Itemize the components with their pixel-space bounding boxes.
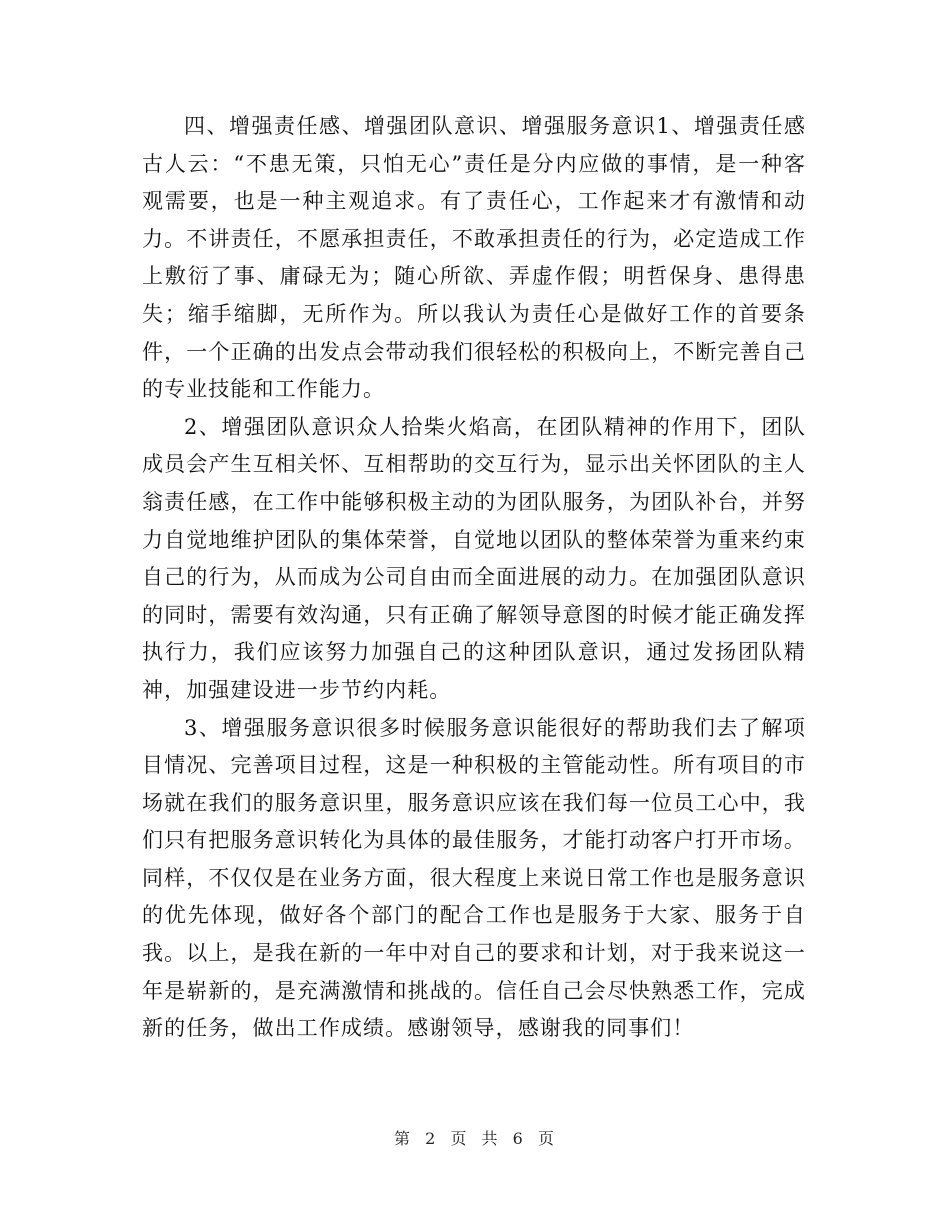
footer-label-total: 共: [481, 1129, 500, 1148]
footer-label-unit-end: 页: [537, 1129, 556, 1148]
footer-current-page: 2: [425, 1129, 438, 1148]
page-footer: [0, 1126, 950, 1149]
footer-total-pages: 6: [512, 1129, 525, 1148]
paragraph-team-awareness: 2、增强团队意识众人拾柴火焰高，在团队精神的作用下，团队成员会产生互相关怀、互相帮助的交互行为，显示出关怀团队的主人翁责任感，在工作中能够积极主动的为团队服务，为团队补台，并努力自觉地维护团队的集体荣誉，自觉地以团队的整体荣誉为重来约束自己的行为，从而成为公司自由而全面进展的动力。在加强团队意识的同时，需要有效沟通，只有正确了解领导意图的时候才能正确发挥执行力，我们应该努力加强自己的这种团队意识，通过发扬团队精神，加强建设进一步节约内耗。: [142, 414, 806, 702]
footer-label-unit: 页: [450, 1129, 469, 1148]
paragraph-responsibility: 四、增强责任感、增强团队意识、增强服务意识1、增强责任感古人云：“不患无策，只怕无心”责任是分内应做的事情，是一种客观需要，也是一种主观追求。有了责任心，工作起来才有激情和动力。不讲责任，不愿承担责任，不敢承担责任的行为，必定造成工作上敷衍了事、庸碌无为；随心所欲、弄虚作假；明哲保身、患得患失；缩手缩脚，无所作为。所以我认为责任心是做好工作的首要条件，一个正确的出发点会带动我们很轻松的积极向上，不断完善自己的专业技能和工作能力。: [142, 114, 806, 402]
document-body: [142, 108, 806, 1048]
footer-label-page: 第: [394, 1129, 413, 1148]
paragraph-service-awareness: 3、增强服务意识很多时候服务意识能很好的帮助我们去了解项目情况、完善项目过程，这是一种积极的主管能动性。所有项目的市场就在我们的服务意识里，服务意识应该在我们每一位员工心中，我们只有把服务意识转化为具体的最佳服务，才能打动客户打开市场。同样，不仅仅是在业务方面，很大程度上来说日常工作也是服务意识的优先体现，做好各个部门的配合工作也是服务于大家、服务于自我。以上，是我在新的一年中对自己的要求和计划，对于我来说这一年是崭新的，是充满激情和挑战的。信任自己会尽快熟悉工作，完成新的任务，做出工作成绩。感谢领导，感谢我的同事们！: [142, 715, 806, 1041]
